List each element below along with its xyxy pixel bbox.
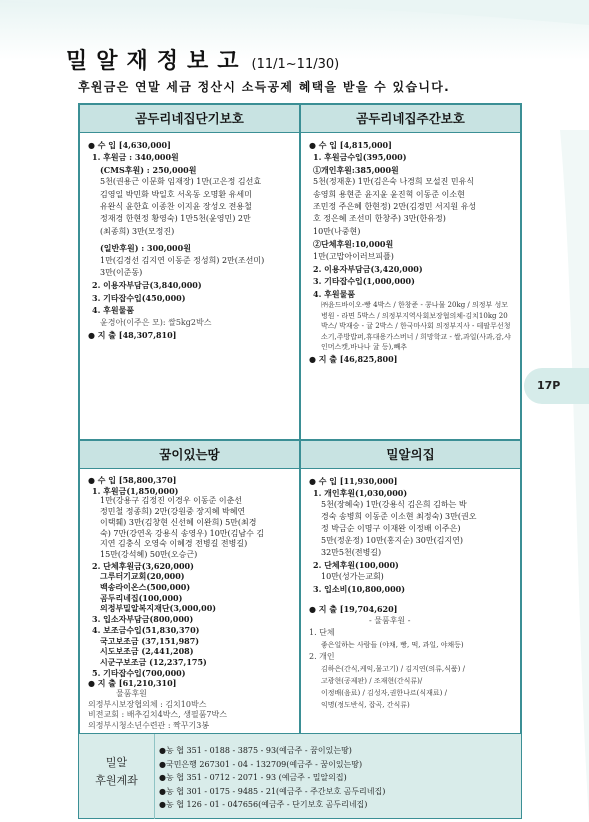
donor-line: 5천(장혜숙) 1만(강용식 김은희 김하는 박	[321, 500, 467, 509]
resident-fee-line: 3. 입소자부담금(800,000)	[92, 614, 194, 625]
goods-line: 이정배(음료) / 김성자,권한나르(식재료) /	[321, 689, 447, 697]
account-item: ●국민은행 267301 - 04 - 132709(예금주 - 꿈이있는땅)	[159, 759, 363, 769]
section-short-term	[79, 104, 300, 440]
section-body	[88, 139, 293, 342]
donation-line: 1. 후원금(1,850,000)	[92, 485, 179, 496]
goods-line: 의정부시청소년수련관 : 짝꾸기3봉	[88, 721, 210, 731]
section-body	[309, 139, 514, 365]
title-text: 밀알재정보고	[66, 49, 248, 74]
account-list	[159, 744, 385, 812]
admission-fee-line: 3. 입소비(10,800,000)	[313, 584, 405, 594]
section-title: 곰두리네집단기보호	[80, 105, 299, 133]
group-donor-line: 백송라이온스(500,000)	[100, 582, 191, 593]
bank-title-line2: 후원계좌	[95, 774, 138, 787]
donor-line: 유완식 윤한효 이종찬 이지윤 장성오 전용철	[100, 202, 252, 212]
misc-income-line: 5. 기타잡수입(700,000)	[92, 667, 186, 678]
section-title: 꿈이있는땅	[80, 441, 299, 469]
donor-line: 5천(정재훈) 1만(김은숙 나경희 모설진 민유식	[313, 177, 475, 187]
income-total: ● 수 입 [4,630,000]	[88, 140, 171, 150]
goods-title: 4. 후원물품	[313, 288, 356, 299]
donor-line: 3만(이준동)	[100, 268, 143, 278]
subsidy-item: 시도보조금 (2,441,208)	[100, 646, 194, 657]
donor-line: 1만(김경선 김지연 이동준 정성희) 2만(조선미)	[100, 255, 265, 265]
section-miral	[300, 440, 521, 734]
goods-line: 김하은(간식,케익,물고기) / 김지연(의류,식품) /	[321, 665, 465, 673]
section-body	[309, 475, 514, 711]
income-total: ● 수 입 [11,930,000]	[309, 476, 398, 486]
donor-line: 15만(강석혜) 50만(오승근)	[100, 549, 198, 559]
report-header	[66, 44, 339, 75]
report-grid	[78, 103, 522, 819]
donor-line: 32만5천(전병길)	[321, 548, 382, 557]
section-title: 곰두리네집주간보호	[301, 105, 520, 133]
cms-line: (CMS후원) : 250,000원	[100, 164, 197, 175]
donor-line: (최종희) 3만(모정진)	[100, 226, 175, 236]
income-total: ● 수 입 [4,815,000]	[309, 140, 392, 150]
personal-donation-line: 1. 개인후원(1,030,000)	[313, 488, 408, 498]
donor-line: 경숙 송병희 이동준 이소현 최정숙) 3만(권오	[321, 512, 477, 521]
subsidy-line: 4. 보조금수입(51,830,370)	[92, 624, 200, 635]
misc-income-line: 3. 기타잡수입(1,000,000)	[313, 276, 415, 287]
donor-line: 송영희 용현준 윤지윤 윤진혁 이동준 이소현	[313, 189, 465, 199]
donor-line: 1만(고맙아이러브피플)	[313, 251, 394, 261]
donor-line: 1만(강용구 김정진 이경우 이동준 이춘선	[100, 496, 243, 506]
donor-line: 정 박금순 이명구 이재완 이정배 이주은)	[321, 524, 461, 533]
account-item: ●농 협 351 - 0712 - 2071 - 93 (예금주 - 밀알의집)	[159, 773, 347, 782]
goods-line: 좋은일하는 사람들 (야채, 빵, 떡, 과일, 야채등)	[321, 641, 464, 649]
goods-line: 비전교회 : 배추김치4박스, 생필품7박스	[88, 710, 227, 720]
subsidy-item: 국고보조금 (37,151,987)	[100, 635, 200, 646]
personal-donation-line: ①개인후원:385,000원	[313, 164, 399, 175]
expense-total: ● 지 출 [61,210,310]	[88, 678, 177, 689]
donor-line: 정민철 정종희) 2만(강원중 장지혜 박혜연	[100, 507, 246, 517]
donor-line: 정재경 한현정 황영숙) 1만5천(윤영민) 2만	[100, 214, 251, 224]
group-donor-line: 곰두리네집(100,000)	[100, 592, 183, 603]
group-donation-line: 2. 단체후원(100,000)	[313, 560, 399, 570]
group-donor-line: 그루터기교회(20,000)	[100, 571, 185, 582]
section-body	[88, 475, 293, 732]
group-donation-line: ②단체후원:10,000원	[313, 239, 394, 250]
donor-line: 지연 김충식 오영숙 이혜경 전병길 전병길)	[100, 539, 248, 549]
section-dream-land	[79, 440, 300, 734]
donation-line: 1. 후원금수입(395,000)	[313, 152, 407, 163]
goods-category: 2. 개인	[309, 652, 335, 661]
goods-line: 고광현(공제판) / 조재현(간식류)/	[321, 677, 423, 685]
donor-line: 조민정 주은혜 한현정) 2만(김경민 서지원 유성	[313, 202, 477, 212]
group-donation-line: 2. 단체후원금(3,620,000)	[92, 560, 194, 571]
account-item: ●농 협 301 - 0175 - 9485 - 21(예금주 - 주간보호 곰두리네집)	[159, 786, 386, 796]
section-title: 밀알의집	[301, 441, 520, 469]
user-fee-line: 2. 이용자부담금(3,420,000)	[313, 264, 423, 275]
page-title	[66, 49, 339, 74]
date-range: (11/1~11/30)	[251, 57, 340, 72]
donor-line: 10만(나중현)	[313, 226, 361, 236]
bank-title-line1: 밀알	[105, 756, 128, 769]
expense-total: ● 지 출 [19,704,620]	[309, 604, 398, 614]
donor-line: 5만(정운정) 10만(홍지순) 30만(김지연)	[321, 536, 463, 545]
goods-line: 윤경아(이주은 모): 쌀5kg2박스	[100, 317, 212, 327]
goods-title: 물품후원	[116, 689, 147, 699]
goods-title: 4. 후원물품	[92, 305, 135, 316]
bank-title	[79, 734, 155, 819]
group-donor-line: 의정부밀알복지재단(3,000,00)	[100, 603, 217, 614]
income-total: ● 수 입 [58,800,370]	[88, 475, 177, 485]
user-fee-line: 2. 이용자부담금(3,840,000)	[92, 280, 202, 291]
goods-line: ㈜윤드바이오-빵 4박스 / 한창준 - 콩나물 20kg / 의정부 성모병원 - 라면 5박스 / 의정부지역사회보장협의체-김치10kg 20박스/ 박재승 - 귤 2박스 / 한국마사회 의정부지사 - 테팔무선청소기,주방밥퍼,휴대용가스버너 / 희망학교 - 쌀,과일(사과,감,샤인머스캣,바나나 귤 등),빼추	[321, 301, 511, 352]
expense-total: ● 지 출 [48,307,810]	[88, 330, 177, 341]
donor-line: 호 정은혜 조선미 한창주) 3만(한유정)	[313, 214, 446, 224]
misc-income-line: 3. 기타잡수입(450,000)	[92, 292, 186, 303]
bank-accounts-panel	[79, 733, 521, 818]
goods-line: 익명(정도반식, 잡곡, 간식류)	[321, 701, 410, 709]
page-subtitle: 후원금은 연말 세금 정산시 소득공제 혜택을 받을 수 있습니다.	[78, 80, 450, 94]
goods-title: - 물품후원 -	[369, 616, 411, 625]
donor-line: 5천(권용근 이문화 임재장) 1만(고은정 김선효	[100, 177, 262, 187]
subsidy-item: 시군구보조금 (12,237,175)	[100, 656, 207, 667]
donation-line: 1. 후원금 : 340,000원	[92, 152, 179, 163]
goods-line: 의정부시보장협의체 : 김치10박스	[88, 699, 207, 709]
donor-line: 이택훼) 3만(김창현 신선혜 이완희) 5만(최경	[100, 517, 257, 527]
section-day-care	[300, 104, 521, 440]
donor-line: 숙) 7만(강연옥 강용식 송영우) 10만(김남수 김	[100, 528, 265, 538]
goods-category: 1. 단체	[309, 628, 335, 637]
general-donation-line: (일반후원) : 300,000원	[100, 243, 191, 254]
donor-line: 10만(성가는교회)	[321, 572, 384, 581]
account-item: ●농 협 126 - 01 - 047656(예금주 - 단기보호 곰두리네집)	[159, 800, 368, 809]
donor-line: 김영일 박민화 박일호 서옥동 오명환 유세미	[100, 189, 252, 199]
page-number-tab: 17P	[524, 368, 589, 404]
expense-total: ● 지 출 [46,825,800]	[309, 353, 398, 364]
account-item: ●농 협 351 - 0188 - 3875 - 93(예금주 - 꿈이있는땅)	[159, 746, 352, 755]
